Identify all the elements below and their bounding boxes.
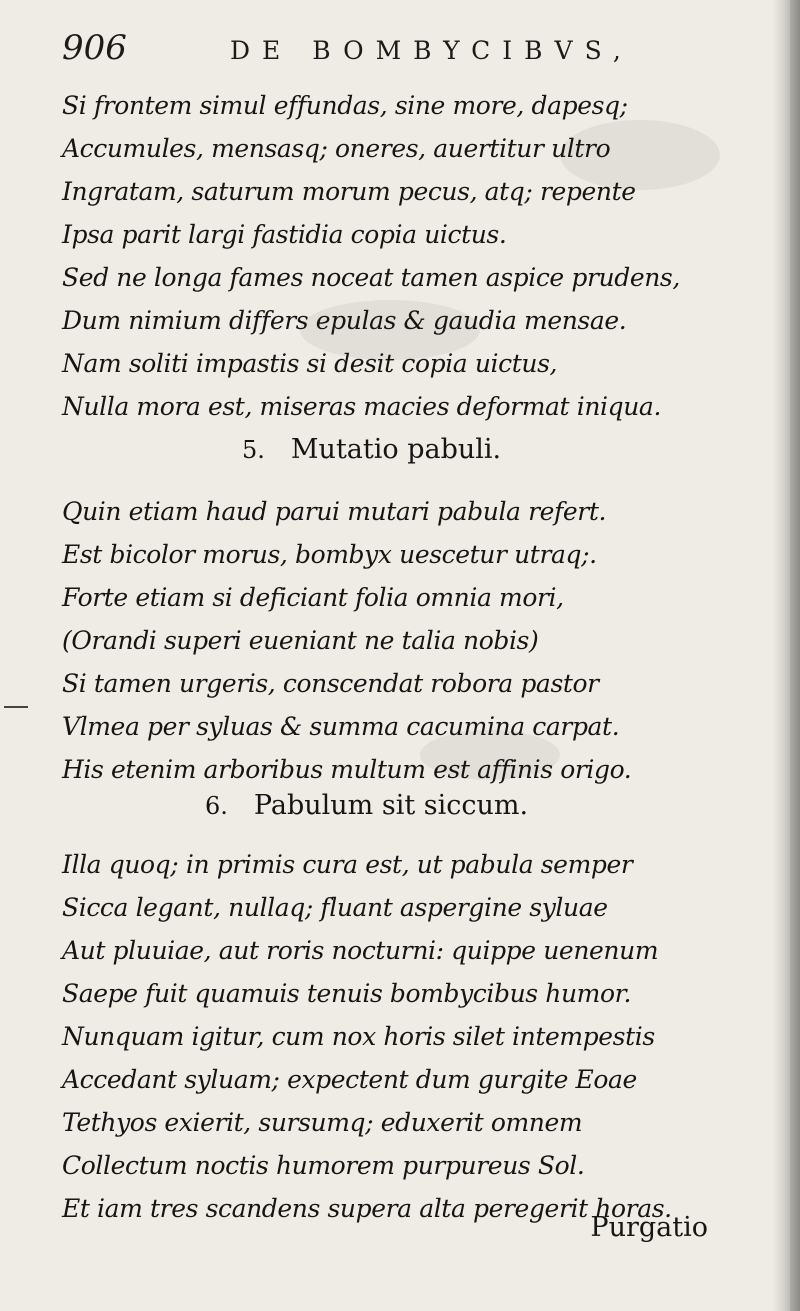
verse-line: Vlmea per syluas & summa cacumina carpat. (62, 712, 620, 741)
running-title: DE BOMBYCIBVS, (230, 36, 633, 65)
verse-line: Sicca legant, nullaq; fluant aspergine syluae (62, 893, 608, 922)
verse-line: Collectum noctis humorem purpureus Sol. (62, 1151, 585, 1180)
section-title: Pabulum sit siccum. (253, 790, 529, 821)
verse-block-3 (62, 843, 672, 1230)
running-head (62, 28, 642, 78)
verse-line: Aut pluuiae, aut roris nocturni: quippe uenenum (62, 936, 659, 965)
verse-line: Nunquam igitur, cum nox horis silet intempestis (62, 1022, 655, 1051)
verse-line: Tethyos exierit, sursumq; eduxerit omnem (62, 1108, 583, 1137)
verse-line: Dum nimium differs epulas & gaudia mensae. (62, 306, 627, 335)
verse-line: Ipsa parit largi fastidia copia uictus. (62, 220, 507, 249)
verse-line: Est bicolor morus, bombyx uescetur utraq;. (62, 540, 597, 569)
section-title: Mutatio pabuli. (290, 434, 502, 465)
verse-line: Et iam tres scandens supera alta peregerit horas. (62, 1194, 672, 1223)
verse-block-2 (62, 490, 631, 791)
verse-line: His etenim arboribus multum est affinis origo. (62, 755, 632, 784)
verse-line: Si tamen urgeris, conscendat robora pastor (62, 669, 599, 698)
page-number: 906 (62, 28, 127, 68)
verse-line: Accumules, mensasq; oneres, auertitur ultro (62, 134, 611, 163)
section-heading-6 (205, 790, 528, 821)
verse-line: Accedant syluam; expectent dum gurgite Eoae (62, 1065, 637, 1094)
verse-line: Illa quoq; in primis cura est, ut pabula semper (62, 850, 633, 879)
verse-line: Si frontem simul effundas, sine more, dapesq; (62, 91, 628, 120)
verse-line: Quin etiam haud parui mutari pabula refert. (62, 497, 607, 526)
verse-line: Nam soliti impastis si desit copia uictus, (62, 349, 558, 378)
verse-block-1 (62, 84, 680, 428)
verse-line: (Orandi superi eueniant ne talia nobis) (62, 626, 539, 655)
section-heading-5 (242, 434, 501, 465)
verse-line: Nulla mora est, miseras macies deformat iniqua. (62, 392, 661, 421)
gutter-shadow (772, 0, 800, 1311)
verse-line: Forte etiam si deficiant folia omnia mori, (62, 583, 564, 612)
margin-mark (4, 706, 28, 708)
section-number: 6. (205, 792, 228, 820)
verse-line: Sed ne longa fames noceat tamen aspice prudens, (62, 263, 680, 292)
catchword: Purgatio (590, 1212, 708, 1243)
verse-line: Saepe fuit quamuis tenuis bombycibus humor. (62, 979, 631, 1008)
verse-line: Ingratam, saturum morum pecus, atq; repente (62, 177, 636, 206)
section-number: 5. (242, 436, 265, 464)
